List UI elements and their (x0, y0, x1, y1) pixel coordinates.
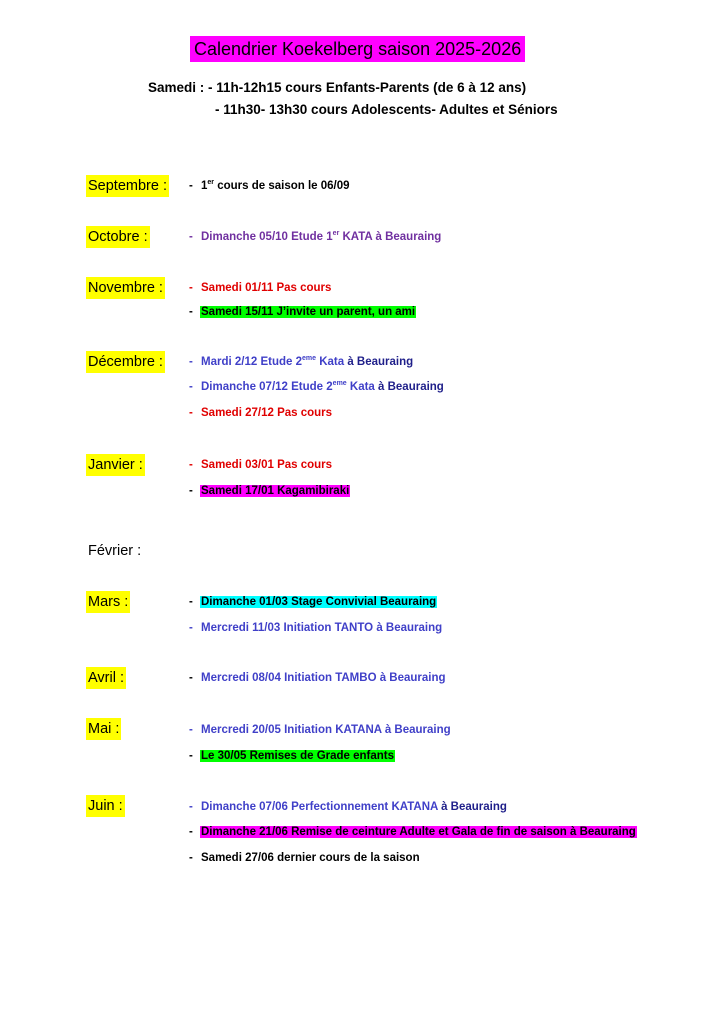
month-june: Juin : (86, 795, 125, 817)
event-text: Samedi 01/11 Pas cours (201, 282, 332, 294)
event-text: Mercredi 08/04 Initiation TAMBO à Beauraing (201, 672, 446, 684)
month-may: Mai : (86, 718, 121, 740)
bullet-dash: - (189, 485, 193, 497)
event-text: Mercredi 20/05 Initiation KATANA à Beauraing (201, 724, 451, 736)
event-text: Mercredi 11/03 Initiation TANTO à Beauraing (201, 622, 443, 634)
event-item (189, 377, 445, 397)
schedule-line-children: Samedi : - 11h-12h15 cours Enfants-Parents (de 6 à 12 ans) (148, 80, 527, 95)
event-text: Dimanche 07/06 Perfectionnement KATANA à Beauraing (201, 801, 507, 813)
bullet-dash: - (189, 231, 193, 243)
event-text: Dimanche 05/10 Etude 1er KATA à Beauraing (201, 230, 442, 243)
event-item (189, 848, 421, 868)
event-item (189, 352, 414, 372)
event-item (189, 278, 332, 298)
bullet-dash: - (189, 596, 193, 608)
schedule-line-adults: - 11h30- 13h30 cours Adolescents- Adultes et Séniors (215, 102, 558, 117)
event-text: Dimanche 07/12 Etude 2eme Kata à Beauraing (201, 380, 444, 393)
event-text: 1er cours de saison le 06/09 (201, 179, 350, 192)
month-october: Octobre : (86, 226, 150, 248)
bullet-dash: - (189, 407, 193, 419)
event-text: Samedi 15/11 J’invite un parent, un ami (201, 306, 416, 318)
bullet-dash: - (189, 672, 193, 684)
month-april: Avril : (86, 667, 126, 689)
event-item (189, 455, 333, 475)
page-title: Calendrier Koekelberg saison 2025-2026 (190, 36, 525, 62)
event-text: Le 30/05 Remises de Grade enfants (201, 750, 395, 762)
event-text: Samedi 27/12 Pas cours (201, 407, 333, 419)
event-text: Samedi 17/01 Kagamibiraki (201, 485, 350, 497)
month-november: Novembre : (86, 277, 165, 299)
event-item (189, 227, 442, 247)
bullet-dash: - (189, 724, 193, 736)
month-september: Septembre : (86, 175, 169, 197)
bullet-dash: - (189, 180, 193, 192)
event-item (189, 797, 508, 817)
bullet-dash: - (189, 356, 193, 368)
event-text: Dimanche 01/03 Stage Convivial Beauraing (201, 596, 437, 608)
bullet-dash: - (189, 306, 193, 318)
event-item (189, 481, 350, 501)
month-march: Mars : (86, 591, 130, 613)
event-item (189, 720, 452, 740)
event-item (189, 302, 416, 322)
event-text: Samedi 03/01 Pas cours (201, 459, 333, 471)
month-january: Janvier : (86, 454, 145, 476)
event-item (189, 592, 437, 612)
month-december: Décembre : (86, 351, 165, 373)
event-item (189, 822, 637, 842)
bullet-dash: - (189, 459, 193, 471)
bullet-dash: - (189, 381, 193, 393)
event-item (189, 618, 443, 638)
event-item (189, 746, 395, 766)
bullet-dash: - (189, 826, 193, 838)
event-item (189, 403, 333, 423)
event-text: Samedi 27/06 dernier cours de la saison (201, 852, 420, 864)
bullet-dash: - (189, 852, 193, 864)
event-text: Dimanche 21/06 Remise de ceinture Adulte et Gala de fin de saison à Beauraing (201, 826, 636, 838)
bullet-dash: - (189, 622, 193, 634)
bullet-dash: - (189, 801, 193, 813)
event-text: Mardi 2/12 Etude 2eme Kata à Beauraing (201, 355, 414, 368)
bullet-dash: - (189, 750, 193, 762)
event-item (189, 176, 351, 196)
month-february: Février : (88, 543, 142, 559)
event-item (189, 668, 447, 688)
bullet-dash: - (189, 282, 193, 294)
